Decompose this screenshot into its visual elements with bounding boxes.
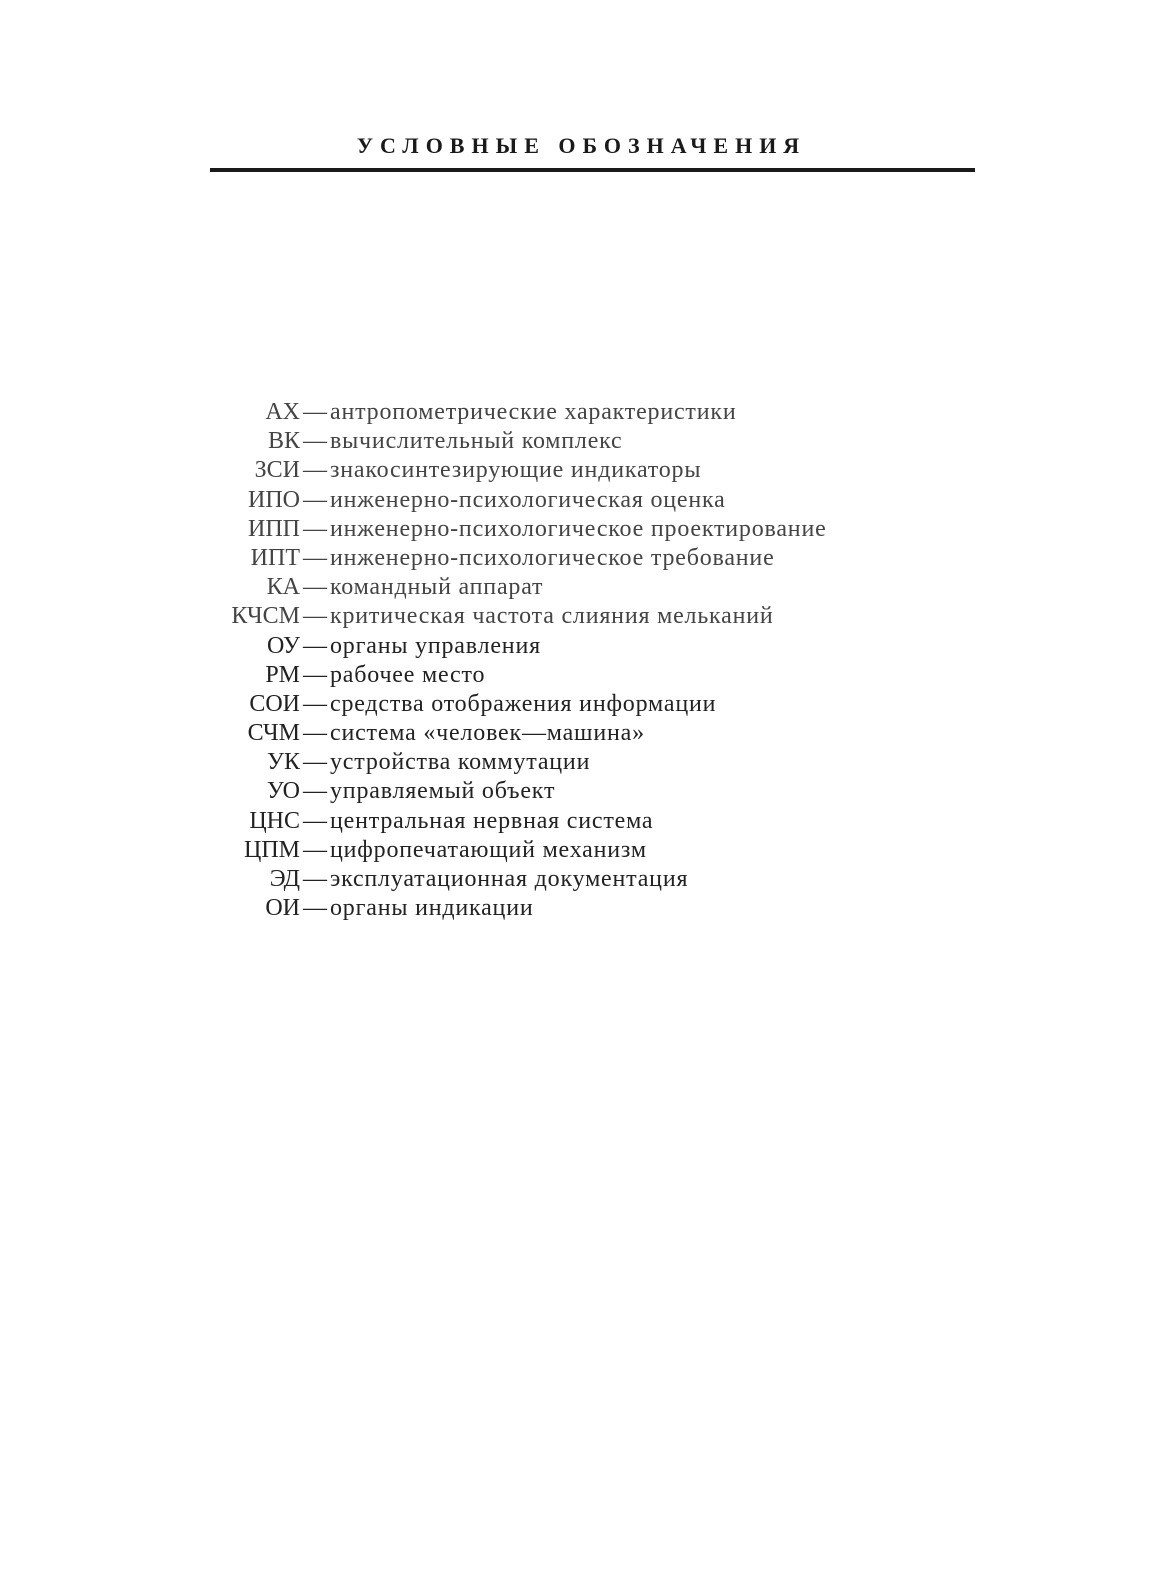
dash: — [303, 690, 327, 717]
definition: командный аппарат [330, 574, 544, 601]
definition: знакосинтезирующие индикаторы [330, 457, 702, 484]
abbreviation: АХ [265, 399, 300, 425]
definition: инженерно-психологическое требование [330, 544, 775, 571]
abbreviation: ЦНС [249, 807, 300, 834]
abbreviation-entry [0, 544, 1163, 573]
page-title: УСЛОВНЫЕ ОБОЗНАЧЕНИЯ [356, 132, 807, 158]
dash: — [303, 895, 327, 922]
abbreviation: КЧСМ [231, 603, 300, 630]
dash: — [303, 749, 327, 776]
abbreviation: ИПТ [250, 544, 300, 571]
dash: — [303, 544, 327, 571]
abbreviation: ВК [267, 428, 300, 455]
definition: инженерно-психологическая оценка [330, 486, 726, 513]
dash: — [303, 515, 327, 542]
title-rule [210, 168, 975, 172]
abbreviation: СОИ [249, 690, 300, 717]
abbreviation-entry [0, 398, 1163, 427]
abbreviation-entry [0, 894, 1163, 923]
abbreviation: ИПО [248, 486, 300, 513]
definition: средства отображения информации [330, 690, 717, 717]
definition: органы управления [330, 632, 541, 659]
definition: инженерно-психологическое проектирование [330, 515, 827, 542]
abbreviation: ИПП [248, 515, 300, 542]
definition: критическая частота слияния мельканий [330, 603, 774, 630]
dash: — [303, 661, 327, 688]
definition: цифропечатающий механизм [330, 836, 647, 863]
definition: система «человек—машина» [330, 720, 645, 747]
abbreviation: РМ [265, 661, 300, 688]
abbreviation: ЭД [269, 866, 300, 892]
dash: — [303, 720, 327, 747]
abbreviation-entry [0, 836, 1163, 865]
dash: — [303, 457, 327, 484]
abbreviation-entry [0, 719, 1163, 748]
abbreviation-entry [0, 661, 1163, 690]
definition: вычислительный комплекс [330, 428, 623, 455]
abbreviation: ЦПМ [243, 836, 300, 863]
definition: управляемый объект [330, 778, 556, 805]
dash: — [303, 778, 327, 805]
abbreviation-entry [0, 515, 1163, 544]
abbreviation-entry [0, 486, 1163, 515]
abbreviation: КА [266, 574, 300, 601]
dash: — [303, 399, 327, 425]
definition: антропометрические характеристики [330, 399, 737, 425]
abbreviation: ЗСИ [254, 457, 300, 484]
definition: рабочее место [330, 661, 486, 688]
abbreviation-entry [0, 602, 1163, 631]
definition: устройства коммутации [330, 749, 591, 776]
abbreviation-entry [0, 632, 1163, 661]
dash: — [303, 807, 327, 834]
dash: — [303, 428, 327, 455]
abbreviation: УК [267, 749, 300, 776]
dash: — [303, 486, 327, 513]
abbreviation-entry [0, 690, 1163, 719]
dash: — [303, 866, 327, 892]
abbreviation: СЧМ [247, 720, 300, 747]
abbreviation-entry [0, 456, 1163, 485]
dash: — [303, 574, 327, 601]
abbreviation-entry [0, 865, 1163, 894]
dash: — [303, 603, 327, 630]
abbreviation: ОУ [267, 632, 300, 659]
abbreviation-list [0, 398, 1163, 923]
abbreviation-entry [0, 573, 1163, 602]
dash: — [303, 836, 327, 863]
abbreviation: ОИ [265, 895, 300, 922]
definition: эксплуатационная документация [330, 866, 689, 892]
abbreviation-entry [0, 748, 1163, 777]
abbreviation-entry [0, 777, 1163, 806]
definition: центральная нервная система [330, 807, 654, 834]
dash: — [303, 632, 327, 659]
abbreviation-entry [0, 807, 1163, 836]
abbreviation-entry [0, 427, 1163, 456]
abbreviation: УО [266, 778, 300, 805]
definition: органы индикации [330, 895, 534, 922]
